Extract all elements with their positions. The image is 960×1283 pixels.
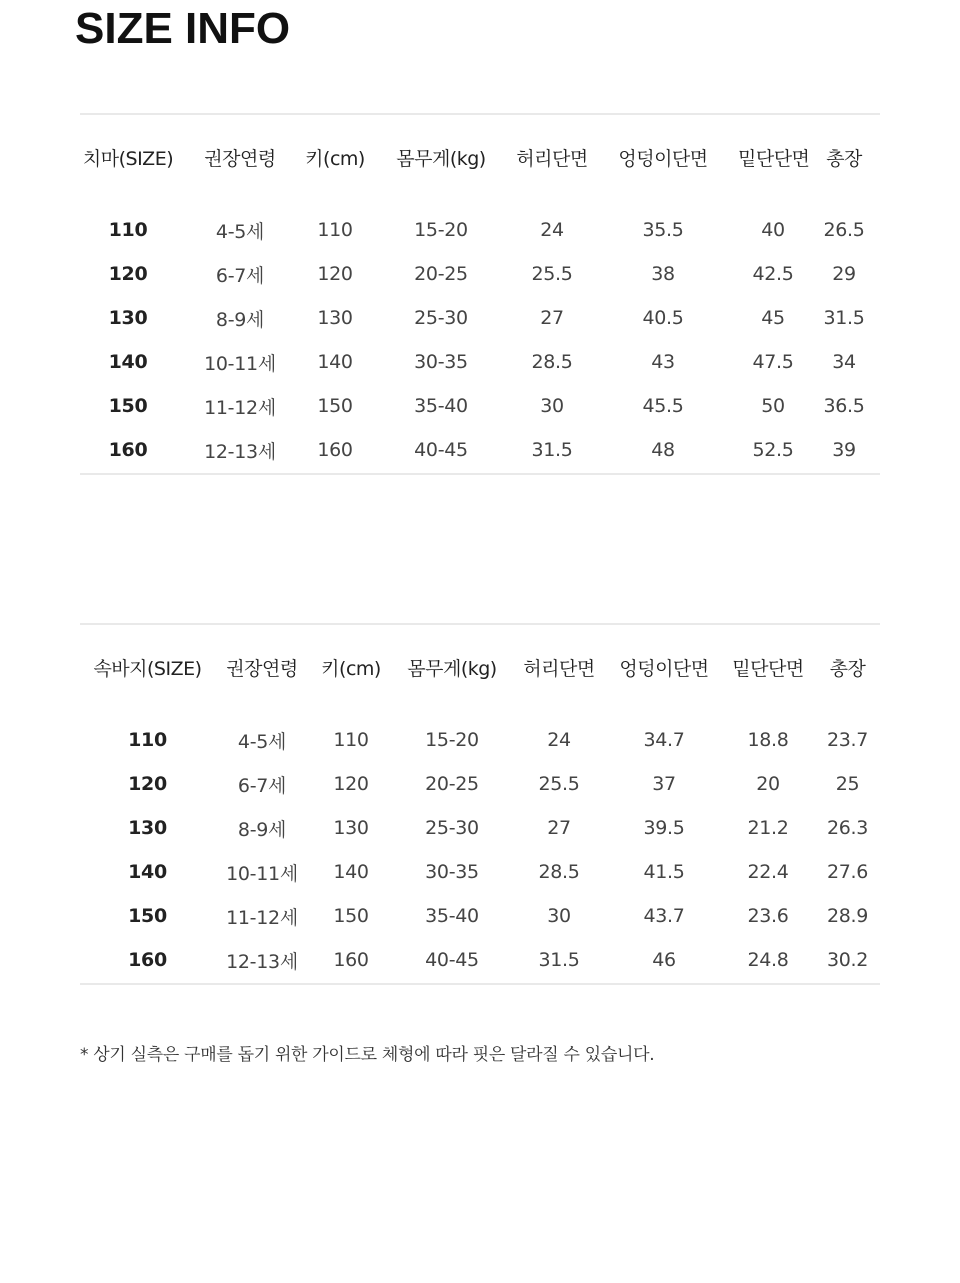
skirt-header-weight: 몸무게(kg) <box>396 147 486 170</box>
pants-value-cell: 34.7 <box>643 729 685 751</box>
pants-value-cell: 30-35 <box>425 861 479 883</box>
pants-value-cell: 21.2 <box>747 817 789 839</box>
skirt-value-cell: 47.5 <box>752 351 794 373</box>
pants-table-row <box>80 806 880 850</box>
skirt-table-header-row <box>80 116 880 198</box>
skirt-value-cell: 42.5 <box>752 263 794 285</box>
pants-value-cell: 10-11세 <box>226 862 298 885</box>
pants-value-cell: 160 <box>333 949 369 971</box>
skirt-value-cell: 30-35 <box>414 351 468 373</box>
skirt-value-cell: 50 <box>761 395 785 417</box>
skirt-value-cell: 45 <box>761 307 785 329</box>
pants-table-row <box>80 718 880 762</box>
pants-value-cell: 41.5 <box>643 861 685 883</box>
pants-table-row <box>80 894 880 938</box>
skirt-table-row <box>80 208 880 252</box>
pants-value-cell: 23.6 <box>747 905 789 927</box>
skirt-value-cell: 4-5세 <box>215 220 265 243</box>
pants-header-hip: 엉덩이단면 <box>619 657 709 680</box>
pants-table-row <box>80 938 880 982</box>
skirt-value-cell: 36.5 <box>823 395 865 417</box>
pants-size-cell: 150 <box>128 905 167 927</box>
skirt-header-height: 키(cm) <box>305 147 365 170</box>
skirt-value-cell: 43 <box>651 351 675 373</box>
pants-value-cell: 20-25 <box>425 773 479 795</box>
pants-header-waist: 허리단면 <box>523 657 595 680</box>
pants-value-cell: 26.3 <box>826 817 869 839</box>
skirt-value-cell: 160 <box>317 439 353 461</box>
pants-value-cell: 46 <box>652 949 676 971</box>
pants-table-bottom-divider <box>80 983 880 985</box>
pants-header-age: 권장연령 <box>226 657 298 680</box>
pants-value-cell: 6-7세 <box>237 774 287 797</box>
pants-value-cell: 23.7 <box>826 729 869 751</box>
pants-size-cell: 140 <box>128 861 167 883</box>
pants-value-cell: 150 <box>333 905 369 927</box>
pants-value-cell: 37 <box>652 773 676 795</box>
pants-value-cell: 22.4 <box>747 861 789 883</box>
pants-value-cell: 18.8 <box>747 729 789 751</box>
pants-value-cell: 30.2 <box>826 949 869 971</box>
pants-value-cell: 30 <box>547 905 571 927</box>
skirt-value-cell: 120 <box>317 263 353 285</box>
skirt-value-cell: 45.5 <box>642 395 684 417</box>
skirt-table-row <box>80 252 880 296</box>
skirt-table-row <box>80 428 880 472</box>
pants-size-cell: 130 <box>128 817 167 839</box>
page-title: SIZE INFO <box>75 4 291 53</box>
pants-value-cell: 8-9세 <box>237 818 287 841</box>
skirt-value-cell: 30 <box>540 395 564 417</box>
pants-value-cell: 15-20 <box>425 729 479 751</box>
measurement-disclaimer: * 상기 실측은 구매를 돕기 위한 가이드로 체형에 따라 핏은 달라질 수 있습니다. <box>80 1045 655 1065</box>
skirt-value-cell: 11-12세 <box>204 396 276 419</box>
skirt-value-cell: 8-9세 <box>215 308 265 331</box>
pants-value-cell: 39.5 <box>643 817 685 839</box>
skirt-value-cell: 24 <box>540 219 564 241</box>
skirt-size-cell: 110 <box>108 219 148 241</box>
skirt-header-hem: 밑단단면 <box>738 147 810 170</box>
pants-table-top-divider <box>80 623 880 625</box>
skirt-value-cell: 110 <box>317 219 353 241</box>
skirt-value-cell: 28.5 <box>531 351 573 373</box>
skirt-value-cell: 27 <box>540 307 564 329</box>
skirt-value-cell: 52.5 <box>752 439 794 461</box>
skirt-value-cell: 26.5 <box>823 219 865 241</box>
skirt-table-row <box>80 296 880 340</box>
pants-value-cell: 25-30 <box>425 817 479 839</box>
pants-value-cell: 12-13세 <box>226 950 298 973</box>
pants-header-height: 키(cm) <box>321 657 381 680</box>
skirt-header-length: 총장 <box>826 147 862 170</box>
pants-value-cell: 40-45 <box>425 949 479 971</box>
skirt-value-cell: 48 <box>651 439 675 461</box>
pants-header-length: 총장 <box>829 657 866 680</box>
skirt-value-cell: 25.5 <box>531 263 573 285</box>
pants-value-cell: 130 <box>333 817 369 839</box>
skirt-table-row <box>80 384 880 428</box>
skirt-size-cell: 150 <box>108 395 148 417</box>
pants-value-cell: 27 <box>547 817 571 839</box>
pants-header-size: 속바지(SIZE) <box>93 657 202 680</box>
skirt-value-cell: 40.5 <box>642 307 684 329</box>
skirt-value-cell: 150 <box>317 395 353 417</box>
skirt-size-table <box>80 116 880 472</box>
skirt-size-cell: 130 <box>108 307 148 329</box>
skirt-value-cell: 6-7세 <box>215 264 265 287</box>
pants-size-cell: 160 <box>128 949 167 971</box>
skirt-header-size: 치마(SIZE) <box>82 147 174 170</box>
pants-value-cell: 110 <box>333 729 369 751</box>
skirt-header-waist: 허리단면 <box>516 147 588 170</box>
pants-value-cell: 120 <box>333 773 369 795</box>
pants-value-cell: 27.6 <box>826 861 869 883</box>
skirt-size-cell: 160 <box>108 439 148 461</box>
skirt-value-cell: 39 <box>832 439 856 461</box>
skirt-value-cell: 35.5 <box>642 219 684 241</box>
pants-value-cell: 20 <box>756 773 780 795</box>
skirt-size-cell: 120 <box>108 263 148 285</box>
pants-size-table <box>80 626 880 982</box>
pants-header-weight: 몸무게(kg) <box>407 657 497 680</box>
skirt-value-cell: 20-25 <box>414 263 468 285</box>
skirt-value-cell: 29 <box>832 263 856 285</box>
pants-value-cell: 24 <box>547 729 571 751</box>
skirt-table-bottom-divider <box>80 473 880 475</box>
pants-value-cell: 4-5세 <box>237 730 287 753</box>
pants-value-cell: 25 <box>835 773 860 795</box>
pants-value-cell: 25.5 <box>538 773 580 795</box>
pants-value-cell: 140 <box>333 861 369 883</box>
pants-table-row <box>80 850 880 894</box>
skirt-value-cell: 40 <box>761 219 785 241</box>
skirt-value-cell: 130 <box>317 307 353 329</box>
pants-value-cell: 24.8 <box>747 949 789 971</box>
pants-table-header-row <box>80 626 880 708</box>
pants-value-cell: 31.5 <box>538 949 580 971</box>
pants-header-hem: 밑단단면 <box>732 657 804 680</box>
pants-value-cell: 35-40 <box>425 905 479 927</box>
skirt-value-cell: 40-45 <box>414 439 468 461</box>
skirt-value-cell: 25-30 <box>414 307 468 329</box>
skirt-value-cell: 34 <box>832 351 856 373</box>
pants-size-cell: 110 <box>128 729 167 751</box>
pants-value-cell: 28.9 <box>826 905 869 927</box>
skirt-value-cell: 35-40 <box>414 395 468 417</box>
skirt-value-cell: 10-11세 <box>204 352 276 375</box>
skirt-value-cell: 31.5 <box>823 307 865 329</box>
skirt-value-cell: 15-20 <box>414 219 468 241</box>
skirt-table-row <box>80 340 880 384</box>
skirt-value-cell: 38 <box>651 263 675 285</box>
skirt-table-top-divider <box>80 113 880 115</box>
pants-value-cell: 43.7 <box>643 905 685 927</box>
skirt-value-cell: 12-13세 <box>204 440 276 463</box>
pants-value-cell: 11-12세 <box>226 906 298 929</box>
skirt-value-cell: 31.5 <box>531 439 573 461</box>
skirt-size-cell: 140 <box>108 351 148 373</box>
pants-value-cell: 28.5 <box>538 861 580 883</box>
skirt-value-cell: 140 <box>317 351 353 373</box>
skirt-header-hip: 엉덩이단면 <box>618 147 708 170</box>
pants-table-row <box>80 762 880 806</box>
skirt-header-age: 권장연령 <box>204 147 276 170</box>
pants-size-cell: 120 <box>128 773 167 795</box>
